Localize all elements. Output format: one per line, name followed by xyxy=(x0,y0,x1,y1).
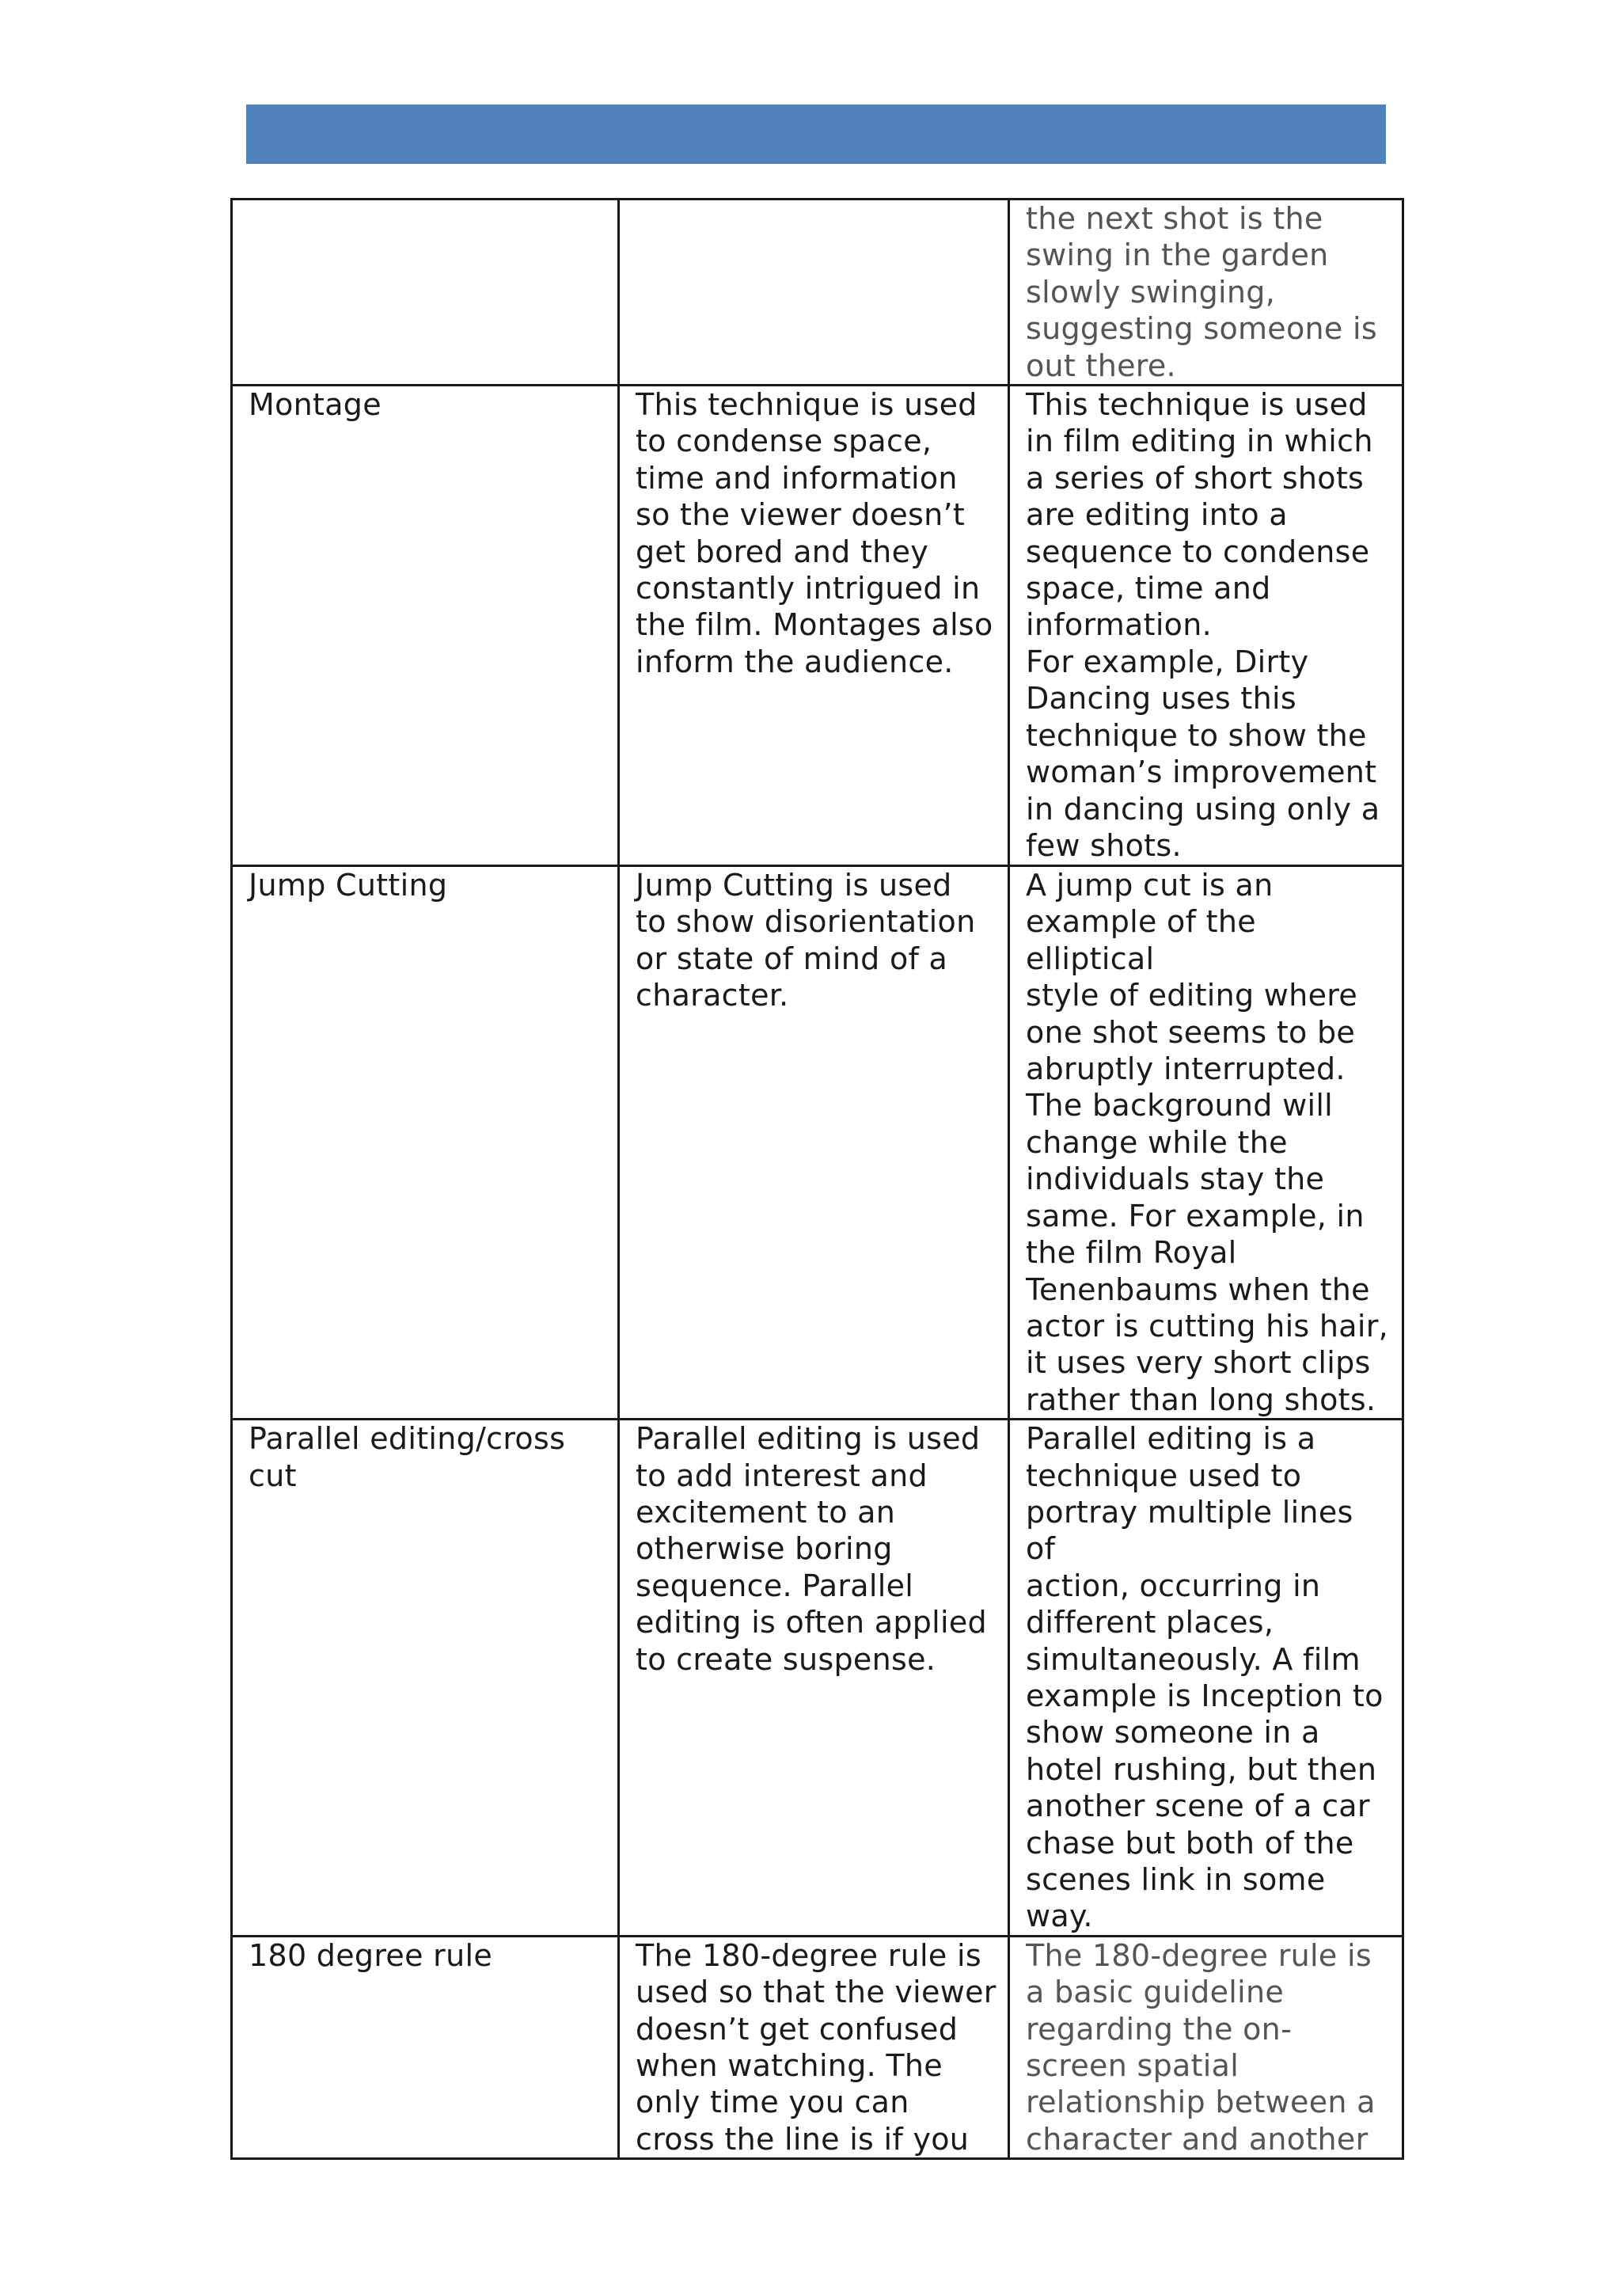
example-cell: Parallel editing is a technique used to portray multiple lines of action, occurring in different places, simultaneously. A film example is Inception to show someone in a hotel rushing, but then another scene of a car chase but both of the scenes link in some way. xyxy=(1009,1420,1403,1937)
purpose-cell: Parallel editing is used to add interest and excitement to an otherwise boring sequence. Parallel editing is often applied to create suspense. xyxy=(619,1420,1009,1937)
term-cell: Parallel editing/cross cut xyxy=(232,1420,619,1937)
example-cell: the next shot is the swing in the garden slowly swinging, suggesting someone is out there. xyxy=(1009,200,1403,386)
term-cell: 180 degree rule xyxy=(232,1936,619,2158)
table-row xyxy=(232,200,1403,386)
purpose-cell: The 180-degree rule is used so that the viewer doesn’t get confused when watching. The only time you can cross the line is if you xyxy=(619,1936,1009,2158)
purpose-cell xyxy=(619,200,1009,386)
term-cell: Montage xyxy=(232,386,619,866)
example-cell: This technique is used in film editing in which a series of short shots are editing into a sequence to condense space, time and information. For example, Dirty Dancing uses this technique to show the woman’s improvement in dancing using only a few shots. xyxy=(1009,386,1403,866)
table-row xyxy=(232,1936,1403,2158)
term-cell: Jump Cutting xyxy=(232,866,619,1420)
table-row xyxy=(232,386,1403,866)
table-row xyxy=(232,1420,1403,1937)
term-cell xyxy=(232,200,619,386)
example-cell: The 180-degree rule is a basic guideline regarding the on- screen spatial relationship between a character and another xyxy=(1009,1936,1403,2158)
table-row xyxy=(232,866,1403,1420)
header-band xyxy=(246,105,1386,164)
purpose-cell: This technique is used to condense space, time and information so the viewer doesn’t get bored and they constantly intrigued in the film. Montages also inform the audience. xyxy=(619,386,1009,866)
film-techniques-table xyxy=(230,198,1404,2160)
example-cell: A jump cut is an example of the elliptical style of editing where one shot seems to be abruptly interrupted. The background will change while the individuals stay the same. For example, in the film Royal Tenenbaums when the actor is cutting his hair, it uses very short clips rather than long shots. xyxy=(1009,866,1403,1420)
purpose-cell: Jump Cutting is used to show disorientation or state of mind of a character. xyxy=(619,866,1009,1420)
